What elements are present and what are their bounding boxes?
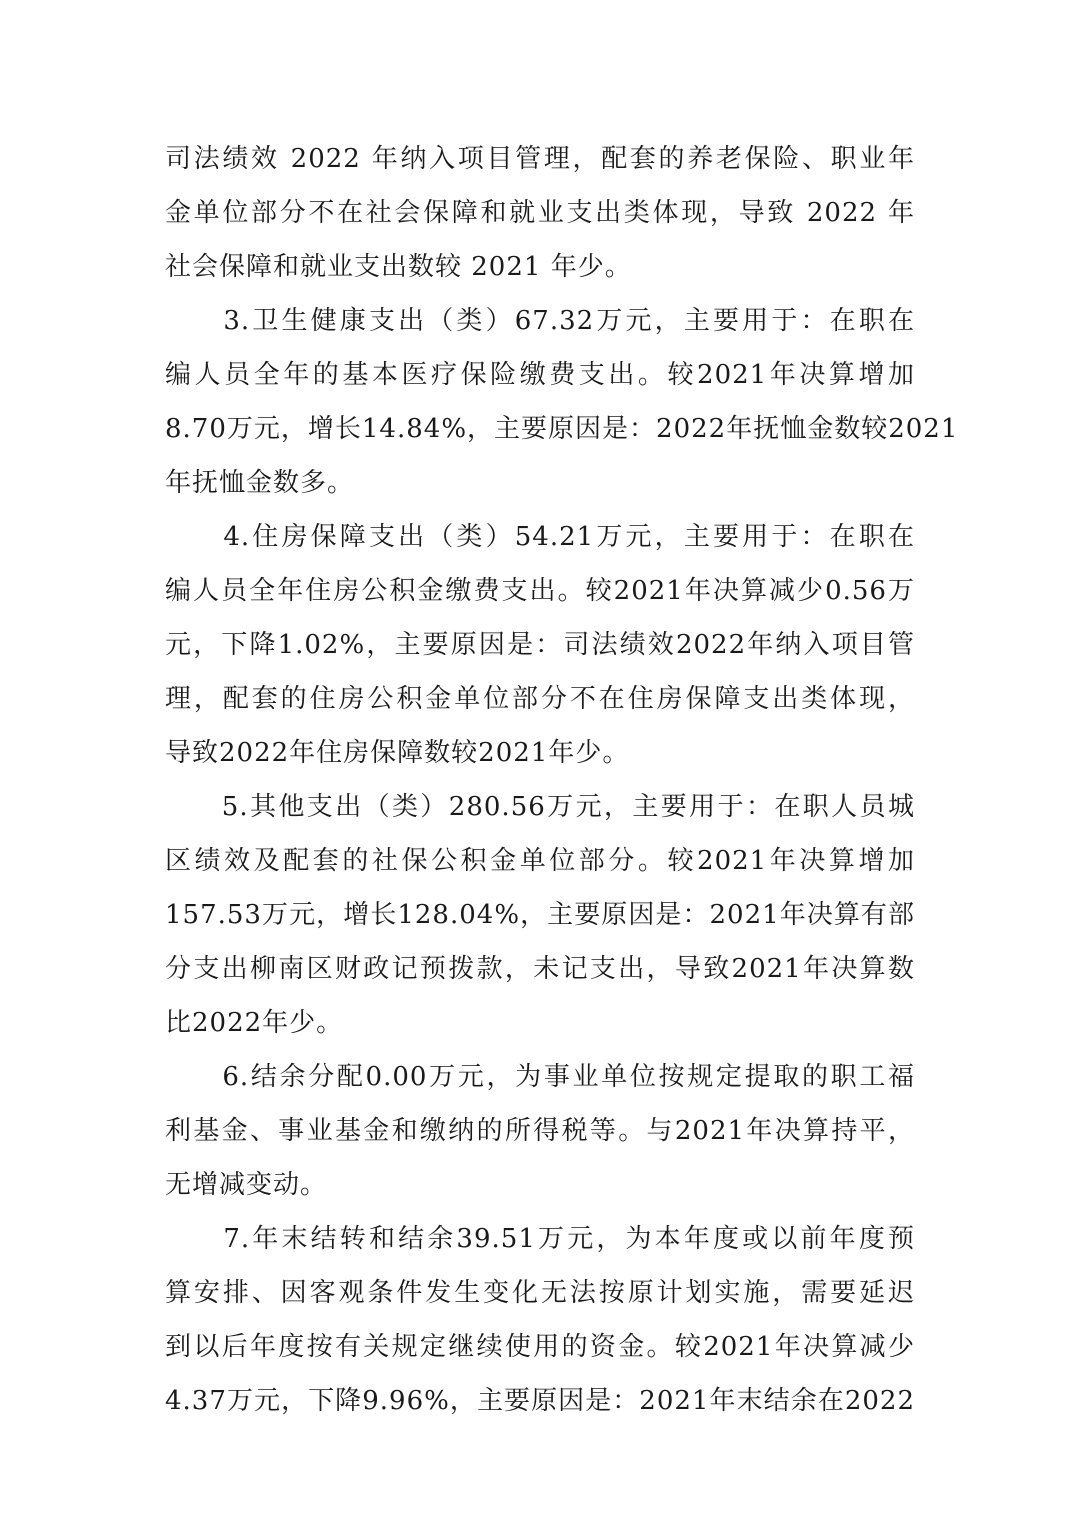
text-line: 年抚恤金数多。 [165, 468, 355, 498]
text-line: 算安排、因客观条件发生变化无法按原计划实施，需要延迟 [165, 1278, 915, 1308]
text-line: 金单位部分不在社会保障和就业支出类体现，导致 2022 年 [165, 198, 915, 228]
paragraph-year-end-balance [165, 1212, 915, 1428]
text-line: 7.年末结转和结余39.51万元，为本年度或以前年度预 [165, 1224, 915, 1254]
text-line: 3.卫生健康支出（类）67.32万元，主要用于：在职在 [165, 306, 915, 336]
text-line: 社会保障和就业支出数较 2021 年少。 [165, 252, 632, 282]
document-body [165, 132, 959, 1428]
text-line: 无增减变动。 [165, 1170, 328, 1200]
text-line: 编人员全年住房公积金缴费支出。较2021年决算减少0.56万 [165, 576, 915, 606]
text-line: 6.结余分配0.00万元，为事业单位按规定提取的职工福 [165, 1062, 915, 1092]
paragraph-health-expenditure [165, 294, 959, 510]
text-line: 157.53万元，增长128.04%，主要原因是：2021年决算有部 [165, 900, 915, 930]
text-line: 分支出柳南区财政记预拨款，未记支出，导致2021年决算数 [165, 954, 915, 984]
text-line: 利基金、事业基金和缴纳的所得税等。与2021年决算持平， [165, 1116, 915, 1146]
text-line: 4.37万元，下降9.96%，主要原因是：2021年末结余在2022 [165, 1386, 915, 1416]
text-line: 编人员全年的基本医疗保险缴费支出。较2021年决算增加 [165, 360, 915, 390]
text-line: 比2022年少。 [165, 1008, 344, 1038]
paragraph-housing-expenditure [165, 510, 915, 780]
paragraph-social-security-continued [165, 132, 915, 294]
text-line: 区绩效及配套的社保公积金单位部分。较2021年决算增加 [165, 846, 915, 876]
paragraph-other-expenditure [165, 780, 915, 1050]
text-line: 4.住房保障支出（类）54.21万元，主要用于：在职在 [165, 522, 915, 552]
text-line: 5.其他支出（类）280.56万元，主要用于：在职人员城 [165, 792, 915, 822]
text-line: 司法绩效 2022 年纳入项目管理，配套的养老保险、职业年 [165, 144, 915, 174]
text-line: 理，配套的住房公积金单位部分不在住房保障支出类体现， [165, 684, 915, 714]
text-line: 到以后年度按有关规定继续使用的资金。较2021年决算减少 [165, 1332, 915, 1362]
text-line: 导致2022年住房保障数较2021年少。 [165, 738, 630, 768]
text-line: 元，下降1.02%，主要原因是：司法绩效2022年纳入项目管 [165, 630, 915, 660]
paragraph-surplus-distribution [165, 1050, 915, 1212]
text-line: 8.70万元，增长14.84%，主要原因是：2022年抚恤金数较2021 [165, 414, 959, 444]
